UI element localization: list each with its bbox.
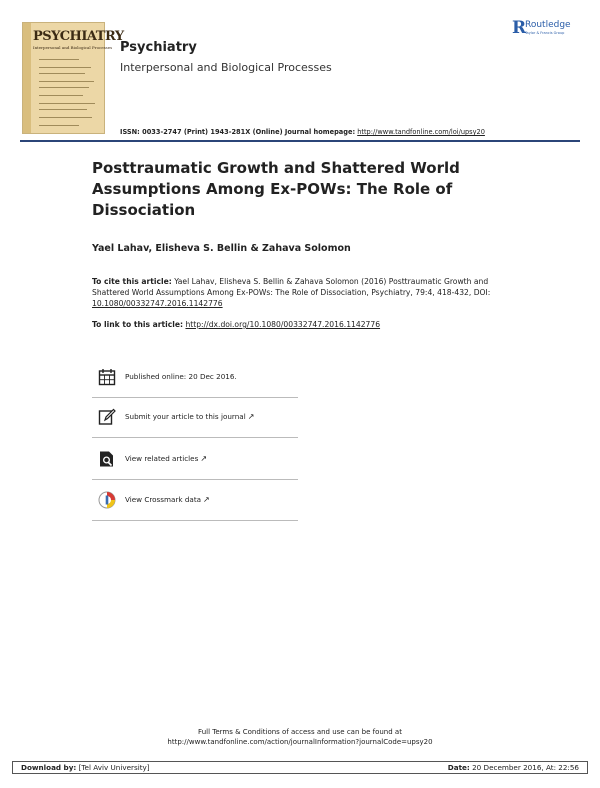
- separator: [92, 437, 298, 438]
- download-info-bar: [12, 761, 588, 774]
- issn-text: ISSN: 0033-2747 (Print) 1943-281X (Online) Journal homepage:: [120, 128, 356, 136]
- citation-block: [92, 276, 492, 310]
- cover-subtitle: Interpersonal and Biological Processes: [33, 45, 113, 50]
- routledge-r-icon: R: [512, 18, 527, 38]
- edit-pencil-icon: [98, 408, 116, 426]
- citation-doi-link[interactable]: 10.1080/00332747.2016.1142776: [92, 299, 223, 309]
- crossmark-link[interactable]: View Crossmark data: [125, 495, 202, 504]
- separator: [92, 397, 298, 398]
- related-articles-link[interactable]: View related articles: [125, 454, 199, 463]
- cover-title: PSYCHIATRY: [33, 29, 124, 44]
- document-search-icon: [98, 450, 116, 468]
- article-doi-link[interactable]: http://dx.doi.org/10.1080/00332747.2016.1142776: [185, 320, 381, 329]
- journal-name: Psychiatry: [120, 40, 197, 55]
- separator: [92, 520, 298, 521]
- link-label: To link to this article:: [92, 320, 184, 329]
- download-date-label: Date:: [447, 763, 470, 772]
- journal-subtitle: Interpersonal and Biological Processes: [120, 61, 332, 74]
- external-link-icon: ↗: [200, 454, 208, 463]
- article-authors: Yael Lahav, Elisheva S. Bellin & Zahava Solomon: [92, 243, 351, 254]
- downloaded-by-label: Download by:: [21, 763, 77, 772]
- citation-label: To cite this article:: [92, 277, 172, 286]
- header-divider: [20, 140, 580, 142]
- journal-homepage-link[interactable]: http://www.tandfonline.com/loi/upsy20: [357, 128, 485, 136]
- crossmark-icon: [98, 491, 116, 509]
- calendar-icon: [98, 368, 116, 386]
- published-online-text: Published online: 20 Dec 2016.: [125, 372, 237, 381]
- terms-notice: [0, 727, 600, 747]
- routledge-logo: [512, 18, 584, 42]
- article-title: Posttraumatic Growth and Shattered World Assumptions Among Ex-POWs: The Role of Dissociation: [92, 159, 460, 219]
- article-link-line: [92, 320, 380, 329]
- downloaded-by-value: [Tel Aviv University]: [78, 763, 150, 772]
- issn-line: [120, 128, 485, 136]
- external-link-icon: ↗: [247, 412, 255, 421]
- journal-cover-thumbnail: [22, 22, 124, 134]
- downloaded-by: [21, 763, 150, 772]
- external-link-icon: ↗: [203, 495, 210, 504]
- submit-article-link[interactable]: Submit your article to this journal: [125, 412, 246, 421]
- terms-line: Full Terms & Conditions of access and use can be found at: [198, 728, 402, 736]
- separator: [92, 479, 298, 480]
- terms-url-link[interactable]: http://www.tandfonline.com/action/journalInformation?journalCode=upsy20: [167, 738, 433, 746]
- publisher-name: Routledge: [525, 20, 571, 30]
- download-date: [448, 763, 579, 772]
- citation-text: Yael Lahav, Elisheva S. Bellin & Zahava Solomon (2016) Posttraumatic Growth and Shattered World Assumptions Among Ex-POWs: The Role of Dissociation, Psychiatry, 79:4, 418-432, DOI:: [92, 277, 491, 298]
- download-date-value: 20 December 2016, At: 22:56: [472, 763, 579, 772]
- publisher-tagline: Taylor & Francis Group: [525, 31, 565, 35]
